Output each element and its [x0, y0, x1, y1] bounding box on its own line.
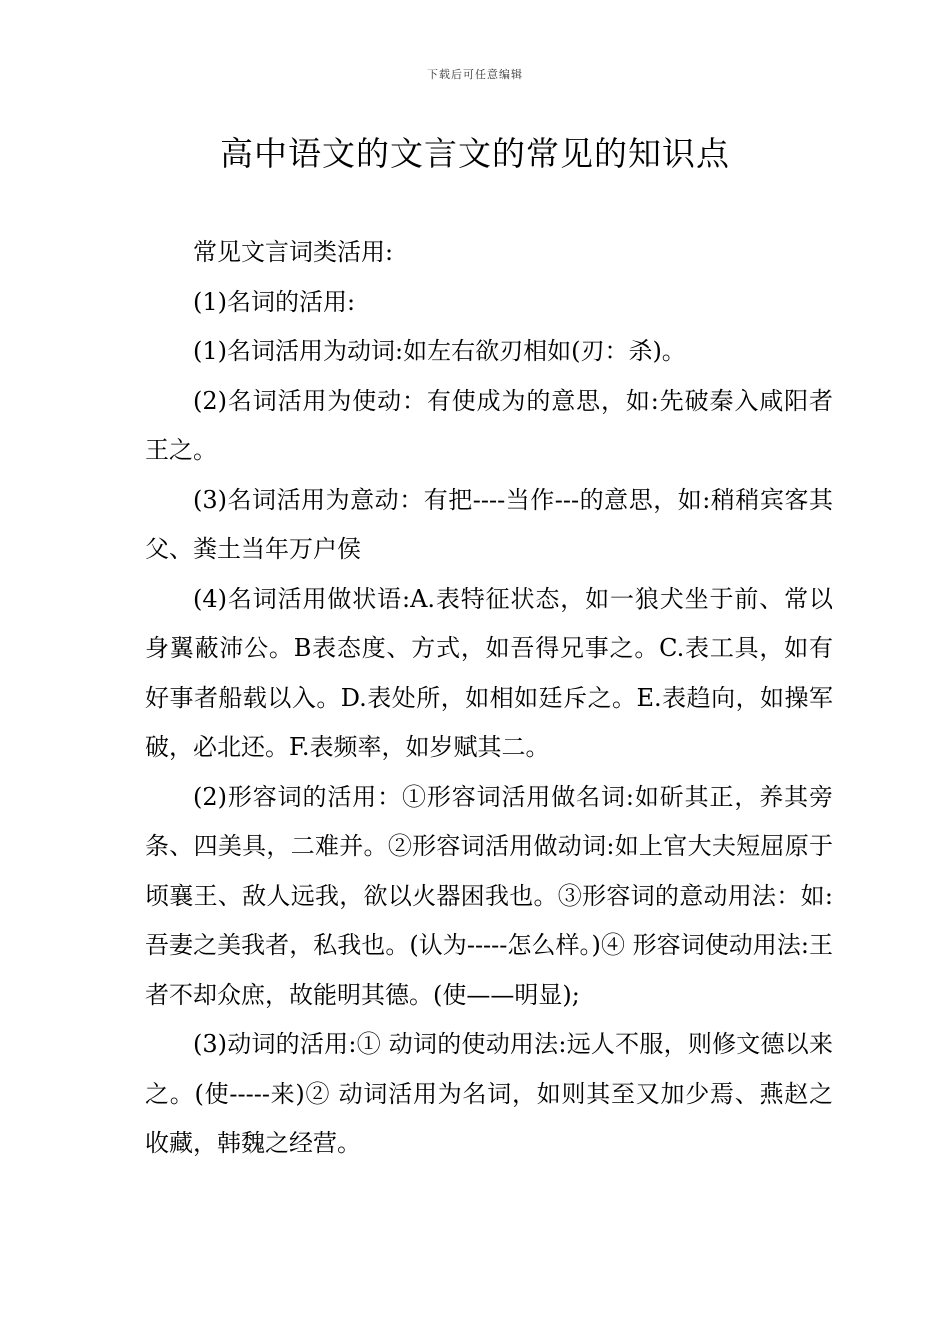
- header-note: 下载后可任意编辑: [427, 68, 523, 81]
- paragraph-noun-causative: (2)名词活用为使动：有使成为的意思，如:先破秦入咸阳者王之。: [145, 386, 833, 464]
- document-body: [145, 228, 833, 1169]
- document-title: 高中语文的文言文的常见的知识点: [220, 134, 730, 173]
- paragraph-noun-as-verb: (1)名词活用为动词:如左右欲刃相如(刃：杀)。: [193, 337, 686, 365]
- paragraph-intro: 常见文言词类活用:: [193, 238, 394, 266]
- paragraph-adjective-usage: (2)形容词的活用：①形容词活用做名词:如斫其正，养其旁条、四美具，二难并。②形容词活用做动词:如上官大夫短屈原于顷襄王、敌人远我，欲以火器困我也。③形容词的意动用法：如:吾妻之美我者，私我也。(认为-----怎么样。)④ 形容词使动用法:王者不却众庶，故能明其德。(使——明显);: [145, 782, 833, 1009]
- paragraph-noun-usage-heading: (1)名词的活用:: [193, 287, 356, 316]
- paragraph-noun-putative: (3)名词活用为意动：有把----当作---的意思，如:稍稍宾客其父、粪土当年万户侯: [145, 485, 833, 563]
- paragraph-verb-usage: (3)动词的活用:① 动词的使动用法:远人不服，则修文德以来之。(使-----来)② 动词活用为名词，如则其至又加少焉、燕赵之收藏，韩魏之经营。: [145, 1030, 833, 1157]
- paragraph-noun-adverbial: (4)名词活用做状语:A.表特征状态，如一狼犬坐于前、常以身翼蔽沛公。B表态度、方式，如吾得兄事之。C.表工具，如有好事者船载以入。D.表处所，如相如廷斥之。E.表趋向，如操军破，必北还。F.表频率，如岁赋其二。: [145, 584, 833, 761]
